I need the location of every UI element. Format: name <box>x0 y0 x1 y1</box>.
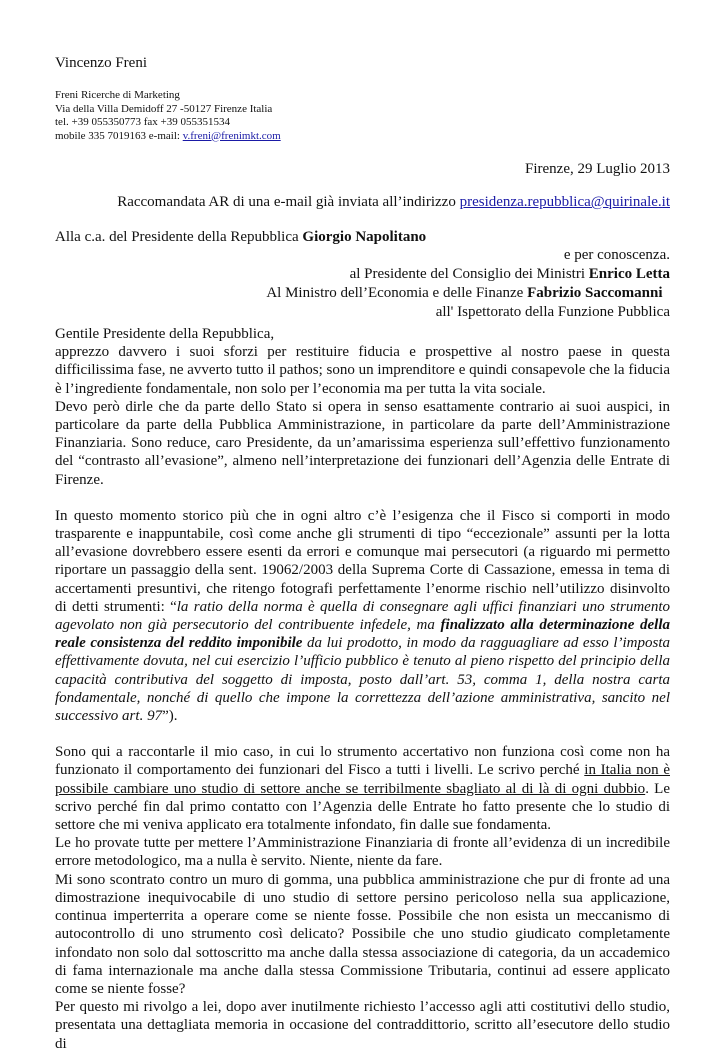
cc-line-3: all' Ispettorato della Funzione Pubblica <box>435 304 670 320</box>
paragraph-4 <box>55 743 670 834</box>
recipient-line <box>55 229 426 246</box>
cc-line-2-name: Fabrizio Saccomanni <box>527 285 663 301</box>
paragraph-2: Devo però dirle che da parte dello Stato si opera in senso esattamente contrario ai suoi auspici, in particolare da parte della Pubblica Amministrazione, in particolare da parte dell’Amministrazione Finanziaria. Sono reduce, caro Presidente, da un’amarissima esperienza sull’effettivo funzionamento del “contrasto all’evasione”, almeno nell’interpretazione dei funzionari dell’Agenzia delle Entrate di Firenze. <box>55 398 670 488</box>
recipient-name: Giorgio Napolitano <box>302 229 427 245</box>
cc-line-1-prefix: al Presidente del Consiglio dei Ministri <box>349 266 589 282</box>
cc-line-2-prefix: Al Ministro dell’Economia e delle Finanze <box>266 285 528 301</box>
paragraph-3-end: ”). <box>162 708 178 725</box>
sender-address: Via della Villa Demidoff 27 -50127 Firenze Italia <box>55 102 273 115</box>
paragraph-3-quote-1: la ratio della norma è quella di consegnare agli uffici finanziari uno strumento agevolato non già persecutorio del contribuente infedele, ma <box>55 598 670 634</box>
sender-mobile: mobile 335 7019163 e-mail: <box>55 129 183 142</box>
paragraph-3-text: In questo momento storico più che in ogni altro c’è l’esigenza che il Fisco si comporti in modo trasparente e inappuntabile, così come anche gli strumenti di tipo “eccezionale” assunti per la lotta all’evasione dovrebbero essere esenti da errori e comunque mai persecutori (a riguardo mi permetto riportare un passaggio della sent. 19062/2003 della Suprema Corte di Cassazione, emessa in tema di accertamenti presuntivi, che ritengo fotografi perfettamente l’enorme rischio nell’utilizzo disinvolto di detti strumenti: “ <box>55 507 670 615</box>
sender-details <box>55 89 281 143</box>
salutation: Gentile Presidente della Repubblica, <box>55 326 275 342</box>
paragraph-1: apprezzo davvero i suoi sforzi per restituire fiducia e prospettive al nostro paese in questa difficilissima fase, ne avverto tutto il pathos; sono un imprenditore e quindi consapevole che la fiducia è l’ingrediente fondamentale, non solo per l’economia ma per tutta la vita sociale. <box>55 344 670 397</box>
paragraph-6: Mi sono scontrato contro un muro di gomma, una pubblica amministrazione che pur di fronte ad una dimostrazione inequivocabile di uno studio di settore persino pericoloso nella sua applicazione, continua imperterrita a operare come se niente fosse. Possibile che non esista un meccanismo di autocontrollo di uno strumento così delicato? Possibile che uno studio giudicato completamente infondato non solo dal sottoscritto ma anche dalla stessa associazione di categoria, da un accademico di fama internazionale ma anche dalla stessa Commissione Tributaria, continui ad essere applicato come se niente fosse? <box>55 871 670 997</box>
sender-phone: tel. +39 055350773 fax +39 055351534 <box>55 116 230 128</box>
letter-body <box>55 325 670 1053</box>
paragraph-5: Le ho provate tutte per mettere l’Amministrazione Finanziaria di fronte all’evidenza di un incredibile errore metodologico, ma a nulla è servito. Niente, niente da fare. <box>55 835 670 870</box>
paragraph-3-quote-2: da lui prodotto, in modo da ragguagliare ad esso l’imposta effettivamente dovuta, nel cui esercizio l’ufficio pubblico è tenuto al pieno rispetto del principio della capacità contributiva del soggetto di imposta, posto dall’art. 53, comma 1, della nostra carta fondamentale, nonché di quello che impone la correttezza dell’azione amministrativa, sancito nel successivo art. 97 <box>55 635 670 725</box>
cc-line-1 <box>266 265 670 284</box>
recipient-prefix: Alla c.a. del Presidente della Repubblica <box>55 229 303 245</box>
cc-intro: e per conoscenza. <box>563 247 670 263</box>
letter-date: Firenze, 29 Luglio 2013 <box>525 161 670 177</box>
cc-block <box>266 246 670 322</box>
cc-line-2 <box>266 284 670 303</box>
paragraph-4-text-a: Sono qui a raccontarle il mio caso, in cui lo strumento accertativo non funziona così come non ha funzionato il comportamento dei funzionari del Fisco a tutti i livelli. Le scrivo perché <box>55 744 670 779</box>
paragraph-7: Per questo mi rivolgo a lei, dopo aver inutilmente richiesto l’accesso agli atti costitutivi dello studio, presentata una dettagliata memoria in occasione del contraddittorio, scritto all’esecutore dello studio di <box>55 999 670 1052</box>
paragraph-3-quote-bold: finalizzato alla determinazione della reale consistenza del reddito imponibile <box>55 617 670 652</box>
paragraph-3 <box>55 507 670 725</box>
cc-line-1-name: Enrico Letta <box>588 266 670 282</box>
sender-name: Vincenzo Freni <box>55 55 147 71</box>
sender-mobile-line <box>55 130 281 144</box>
quirinale-email-link[interactable]: presidenza.repubblica@quirinale.it <box>459 194 670 210</box>
paragraph-4-underlined: in Italia non è possibile cambiare uno studio di settore anche se terribilmente sbagliato al di là di ogni dubbio <box>55 762 670 797</box>
sender-email-link[interactable]: v.freni@frenimkt.com <box>182 129 281 142</box>
registered-text: Raccomandata AR di una e-mail già inviata all’indirizzo <box>117 194 460 210</box>
paragraph-4-text-b: . Le scrivo perché fin dal primo contatto con l’Agenzia delle Entrate ho fatto presente che lo studio di settore che mi veniva applicato era totalmente infondato, fin dalle sue fondamenta. <box>55 780 671 834</box>
sender-company: Freni Ricerche di Marketing <box>55 89 180 101</box>
registered-mail-note <box>117 194 670 211</box>
